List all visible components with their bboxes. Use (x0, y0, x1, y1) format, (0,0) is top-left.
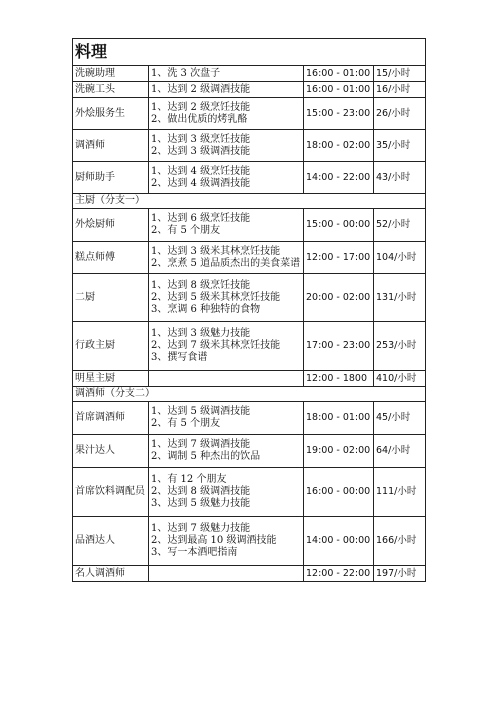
requirement-line: 2、达到 3 级调酒技能 (151, 145, 251, 157)
requirement-line: 1、达到 3 级米其林烹饪技能 (151, 245, 281, 257)
job-requirements (149, 517, 304, 566)
requirement-line: 1、达到 8 级烹饪技能 (151, 279, 251, 291)
requirement-line: 2、有 5 个朋友 (151, 418, 221, 429)
job-name: 外烩服务生 (73, 98, 149, 130)
section-label: 调酒师（分支二） (73, 387, 426, 402)
hourly-pay: 253/小时 (374, 322, 426, 371)
requirement-line: 1、洗 3 次盘子 (151, 67, 221, 79)
job-row (73, 130, 426, 162)
requirement-line: 2、达到最高 10 级调酒技能 (151, 535, 277, 546)
requirement-line: 1、达到 4 级烹饪技能 (151, 165, 251, 177)
job-requirements (149, 66, 304, 82)
job-row (73, 82, 426, 98)
requirement-line: 1、达到 3 级烹饪技能 (151, 133, 251, 145)
job-name: 果汁达人 (73, 435, 149, 468)
job-requirements (149, 402, 304, 435)
job-requirements (149, 371, 304, 387)
job-row (73, 242, 426, 274)
career-table (72, 38, 426, 582)
hourly-pay: 111/小时 (374, 468, 426, 517)
requirement-line: 1、达到 2 级调酒技能 (151, 83, 251, 95)
requirement-line: 3、撰写食谱 (151, 352, 208, 363)
job-name: 首席调酒师 (73, 402, 149, 435)
work-hours: 18:00 - 01:00 (304, 402, 374, 435)
job-row (73, 468, 426, 517)
hourly-pay: 197/小时 (374, 566, 426, 582)
job-requirements (149, 322, 304, 371)
job-name: 首席饮料调配员 (73, 468, 149, 517)
job-requirements (149, 209, 304, 242)
job-row (73, 162, 426, 194)
requirement-line: 1、达到 5 级调酒技能 (151, 406, 251, 417)
job-requirements (149, 242, 304, 274)
job-requirements (149, 130, 304, 162)
job-name: 洗碗工头 (73, 82, 149, 98)
job-row (73, 209, 426, 242)
work-hours: 12:00 - 22:00 (304, 566, 374, 582)
requirement-line: 1、达到 7 级调酒技能 (151, 439, 251, 450)
requirement-line: 3、达到 5 级魅力技能 (151, 498, 251, 509)
job-row (73, 274, 426, 322)
section-label: 主厨（分支一） (73, 194, 426, 209)
requirement-line: 1、达到 7 级魅力技能 (151, 523, 251, 534)
work-hours: 16:00 - 01:00 (304, 66, 374, 82)
job-requirements (149, 98, 304, 130)
job-row (73, 402, 426, 435)
work-hours: 20:00 - 02:00 (304, 274, 374, 322)
job-name: 糕点师傅 (73, 242, 149, 274)
hourly-pay: 131/小时 (374, 274, 426, 322)
job-name: 明星主厨 (73, 371, 149, 387)
work-hours: 14:00 - 22:00 (304, 162, 374, 194)
work-hours: 12:00 - 1800 (304, 371, 374, 387)
requirement-line: 2、达到 5 级米其林烹饪技能 (151, 291, 281, 303)
work-hours: 15:00 - 23:00 (304, 98, 374, 130)
work-hours: 18:00 - 02:00 (304, 130, 374, 162)
hourly-pay: 45/小时 (374, 402, 426, 435)
hourly-pay: 15/小时 (374, 66, 426, 82)
job-name: 行政主厨 (73, 322, 149, 371)
job-row (73, 517, 426, 566)
job-requirements (149, 468, 304, 517)
job-requirements (149, 82, 304, 98)
requirement-line: 2、达到 8 级调酒技能 (151, 486, 251, 497)
title-row (73, 39, 426, 66)
section-row (73, 194, 426, 209)
job-requirements (149, 435, 304, 468)
hourly-pay: 104/小时 (374, 242, 426, 274)
work-hours: 17:00 - 23:00 (304, 322, 374, 371)
job-name: 调酒师 (73, 130, 149, 162)
page-title: 料理 (73, 39, 426, 66)
hourly-pay: 43/小时 (374, 162, 426, 194)
requirement-line: 2、达到 7 级米其林烹饪技能 (151, 340, 281, 351)
job-name: 洗碗助理 (73, 66, 149, 82)
job-row (73, 435, 426, 468)
job-row (73, 566, 426, 582)
requirement-line: 2、有 5 个朋友 (151, 225, 221, 236)
requirement-line: 1、达到 6 级烹饪技能 (151, 213, 251, 224)
hourly-pay: 166/小时 (374, 517, 426, 566)
job-row (73, 66, 426, 82)
requirement-line: 1、达到 3 级魅力技能 (151, 328, 251, 339)
job-name: 外烩厨师 (73, 209, 149, 242)
requirement-line: 2、达到 4 级调酒技能 (151, 177, 251, 189)
work-hours: 19:00 - 02:00 (304, 435, 374, 468)
hourly-pay: 64/小时 (374, 435, 426, 468)
section-row (73, 387, 426, 402)
job-requirements (149, 274, 304, 322)
work-hours: 12:00 - 17:00 (304, 242, 374, 274)
job-name: 名人调酒师 (73, 566, 149, 582)
work-hours: 15:00 - 00:00 (304, 209, 374, 242)
work-hours: 16:00 - 01:00 (304, 82, 374, 98)
requirement-line: 1、有 12 个朋友 (151, 474, 227, 485)
job-requirements (149, 566, 304, 582)
job-row (73, 371, 426, 387)
hourly-pay: 52/小时 (374, 209, 426, 242)
job-row (73, 322, 426, 371)
requirement-line: 2、烹煮 5 道品质杰出的美食菜谱 (151, 257, 301, 269)
work-hours: 14:00 - 00:00 (304, 517, 374, 566)
job-name: 品酒达人 (73, 517, 149, 566)
job-name: 二厨 (73, 274, 149, 322)
job-name: 厨师助手 (73, 162, 149, 194)
work-hours: 16:00 - 00:00 (304, 468, 374, 517)
requirement-line: 2、做出优质的烤乳酪 (151, 113, 248, 125)
hourly-pay: 35/小时 (374, 130, 426, 162)
hourly-pay: 16/小时 (374, 82, 426, 98)
job-row (73, 98, 426, 130)
requirement-line: 3、烹调 6 种独特的食物 (151, 303, 261, 315)
requirement-line: 2、调制 5 种杰出的饮品 (151, 451, 261, 462)
hourly-pay: 410/小时 (374, 371, 426, 387)
requirement-line: 3、写一本酒吧指南 (151, 547, 238, 558)
hourly-pay: 26/小时 (374, 98, 426, 130)
job-requirements (149, 162, 304, 194)
requirement-line: 1、达到 2 级烹饪技能 (151, 101, 251, 113)
